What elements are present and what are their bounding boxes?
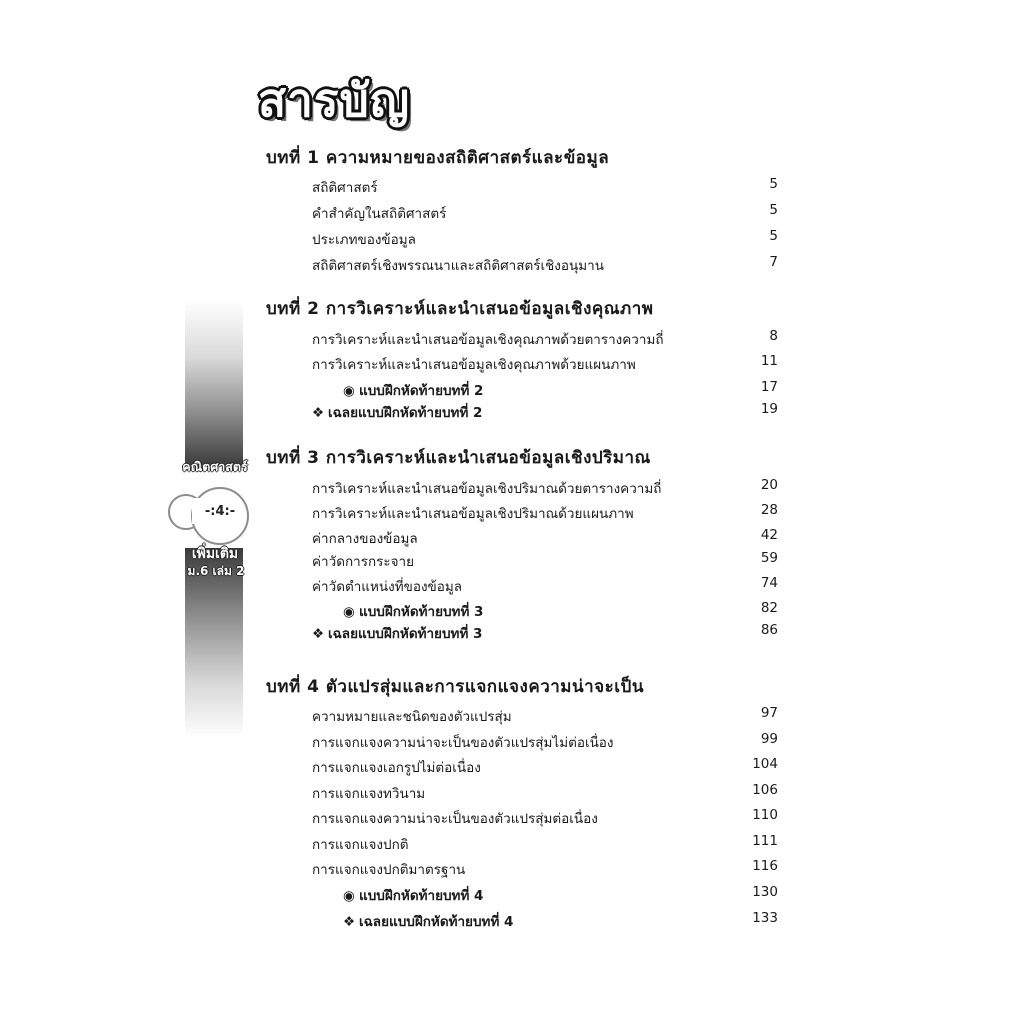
answer-entry <box>343 910 513 932</box>
answer-label: เฉลยแบบฝึกหัดท้ายบทที่ 2 <box>328 405 483 421</box>
toc-page-number: 82 <box>760 600 778 616</box>
side-tab-grade: ม.6 เล่ม 2 <box>187 564 245 578</box>
toc-entry: การแจกแจงความน่าจะเป็นของตัวแปรสุ่มไม่ต่อเนื่อง <box>312 735 614 751</box>
toc-page-number: 5 <box>769 228 778 244</box>
exercise-label: แบบฝึกหัดท้ายบทที่ 4 <box>359 888 484 904</box>
toc-entry: การแจกแจงทวินาม <box>312 786 426 802</box>
side-tab-subject: คณิตศาสตร์ <box>182 459 248 474</box>
toc-page-number: 104 <box>752 756 778 772</box>
toc-page-number: 97 <box>760 705 778 721</box>
toc-entry: สถิติศาสตร์เชิงพรรณนาและสถิติศาสตร์เชิงอนุมาน <box>312 258 604 274</box>
chapter-heading: บทที่ 4 ตัวแปรสุ่มและการแจกแจงความน่าจะเป็น <box>266 677 644 697</box>
toc-page-number: 59 <box>760 550 778 566</box>
toc-entry: การวิเคราะห์และนำเสนอข้อมูลเชิงปริมาณด้วยแผนภาพ <box>312 506 634 522</box>
diamond-bullet-icon: ❖ <box>312 626 325 642</box>
toc-page-number: 5 <box>769 176 778 192</box>
toc-page-number: 28 <box>760 502 778 518</box>
toc-page-number: 111 <box>752 833 778 849</box>
toc-entry: ค่าวัดตำแหน่งที่ของข้อมูล <box>312 579 463 595</box>
toc-entry: การแจกแจงปกติ <box>312 837 409 853</box>
toc-page-number: 133 <box>752 910 778 926</box>
toc-page-number: 86 <box>760 622 778 638</box>
answer-entry <box>312 401 482 423</box>
diamond-bullet-icon: ❖ <box>312 405 325 421</box>
target-bullet-icon: ◉ <box>343 888 355 904</box>
toc-entry: ค่าวัดการกระจาย <box>312 554 415 570</box>
exercise-label: แบบฝึกหัดท้ายบทที่ 3 <box>359 604 484 620</box>
toc-page-number: 7 <box>769 254 778 270</box>
chapter-heading: บทที่ 2 การวิเคราะห์และนำเสนอข้อมูลเชิงคุณภาพ <box>266 299 654 319</box>
exercise-entry <box>343 600 483 622</box>
exercise-entry <box>343 884 483 906</box>
answer-label: เฉลยแบบฝึกหัดท้ายบทที่ 4 <box>359 914 514 930</box>
toc-entry: คำสำคัญในสถิติศาสตร์ <box>312 206 447 222</box>
answer-label: เฉลยแบบฝึกหัดท้ายบทที่ 3 <box>328 626 483 642</box>
exercise-label: แบบฝึกหัดท้ายบทที่ 2 <box>359 383 484 399</box>
side-tab-page-marker: -:4:- <box>204 504 236 519</box>
chapter-heading: บทที่ 1 ความหมายของสถิติศาสตร์และข้อมูล <box>266 148 610 168</box>
toc-page-number: 110 <box>752 807 778 823</box>
toc-page-number: 17 <box>760 379 778 395</box>
toc-entry: การแจกแจงปกติมาตรฐาน <box>312 862 466 878</box>
toc-entry: การแจกแจงเอกรูปไม่ต่อเนื่อง <box>312 760 481 776</box>
toc-entry: ประเภทของข้อมูล <box>312 232 416 248</box>
toc-entry: การแจกแจงความน่าจะเป็นของตัวแปรสุ่มต่อเนื่อง <box>312 811 598 827</box>
side-tab-extra: เพิ่มเติม <box>191 546 239 562</box>
chapter-heading: บทที่ 3 การวิเคราะห์และนำเสนอข้อมูลเชิงปริมาณ <box>266 448 651 468</box>
toc-page-number: 106 <box>752 782 778 798</box>
side-tab-gradient-top <box>185 300 243 465</box>
toc-entry: การวิเคราะห์และนำเสนอข้อมูลเชิงปริมาณด้วยตารางความถี่ <box>312 481 662 497</box>
exercise-entry <box>343 379 483 401</box>
page-title: สารบัญ <box>258 73 411 127</box>
toc-entry: สถิติศาสตร์ <box>312 180 378 196</box>
toc-entry: ค่ากลางของข้อมูล <box>312 531 418 547</box>
answer-entry <box>312 622 482 644</box>
toc-page-number: 130 <box>752 884 778 900</box>
target-bullet-icon: ◉ <box>343 604 355 620</box>
toc-entry: การวิเคราะห์และนำเสนอข้อมูลเชิงคุณภาพด้วยแผนภาพ <box>312 357 636 373</box>
toc-page-number: 19 <box>760 401 778 417</box>
toc-entry: การวิเคราะห์และนำเสนอข้อมูลเชิงคุณภาพด้วยตารางความถี่ <box>312 332 664 348</box>
toc-page-number: 5 <box>769 202 778 218</box>
toc-page-number: 99 <box>760 731 778 747</box>
toc-page-number: 8 <box>769 328 778 344</box>
toc-entry: ความหมายและชนิดของตัวแปรสุ่ม <box>312 709 512 725</box>
toc-page-number: 20 <box>760 477 778 493</box>
target-bullet-icon: ◉ <box>343 383 355 399</box>
toc-page-number: 11 <box>760 353 778 369</box>
toc-page-number: 116 <box>752 858 778 874</box>
toc-page-number: 74 <box>760 575 778 591</box>
diamond-bullet-icon: ❖ <box>343 914 356 930</box>
toc-page-number: 42 <box>760 527 778 543</box>
